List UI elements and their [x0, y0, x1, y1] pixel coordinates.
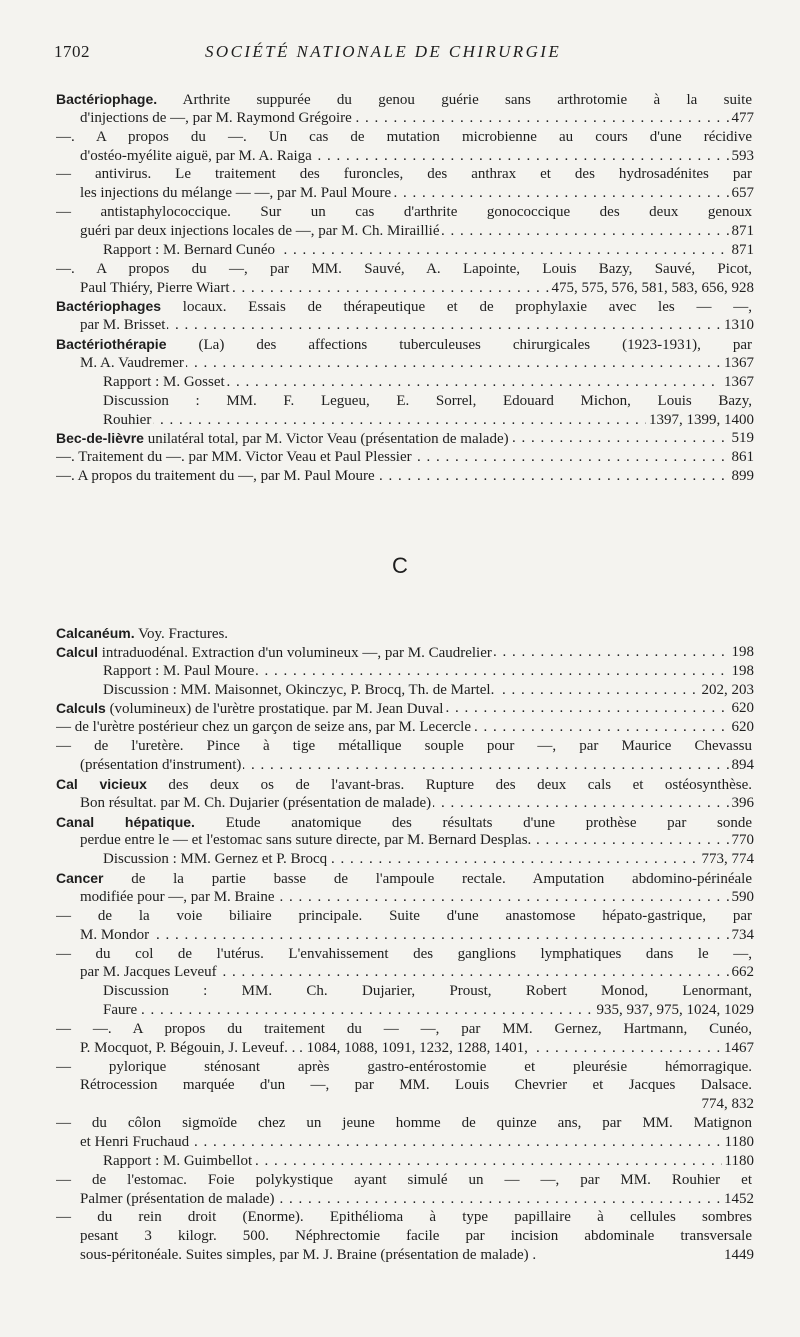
index-line — [103, 981, 754, 1001]
section-letter: C — [392, 553, 408, 578]
index-line — [80, 146, 754, 166]
index-line-text — [56, 626, 230, 642]
index-line — [103, 372, 754, 392]
index-line — [56, 334, 754, 354]
index-line-text — [103, 393, 754, 409]
index-line — [80, 1189, 754, 1209]
index-heading-word: Bactériophages — [56, 298, 162, 315]
index-line-text — [80, 223, 442, 239]
index-line — [80, 315, 754, 335]
index-entry-text: d'ostéo-myélite aiguë, par M. A. Raiga — [80, 147, 312, 164]
index-line-text — [56, 645, 494, 661]
index-heading-word: Bactériophage. — [56, 91, 158, 107]
index-line-text — [80, 1134, 191, 1150]
index-entry-text: — de l'estomac. Foie polykystique ayant simulé un — —, par MM. Rouhier et — [56, 1171, 752, 1188]
index-page-ref: 1452 — [721, 1189, 754, 1209]
index-line — [80, 1132, 754, 1152]
index-line-text — [80, 110, 354, 126]
index-page-ref: 198 — [729, 642, 755, 662]
index-line — [80, 1094, 754, 1114]
index-line — [103, 1151, 754, 1171]
index-entry-text: les injections du mélange — —, par M. Paul Moure — [80, 185, 392, 202]
index-line-text — [56, 166, 754, 182]
index-page-ref: 734 — [729, 925, 755, 945]
index-page-ref: 1180 — [722, 1132, 754, 1152]
index-page-ref: 935, 937, 975, 1024, 1029 — [594, 1000, 755, 1020]
index-line-text — [56, 946, 754, 962]
index-line — [80, 830, 754, 850]
index-line — [103, 1000, 754, 1020]
index-entry-text: Etude anatomique des résultats d'une prothèse par sonde — [194, 814, 752, 831]
index-page-ref: 590 — [729, 887, 755, 907]
index-page-ref: 198 — [729, 661, 755, 681]
index-entry-text: — du côlon sigmoïde chez un jeune homme de quinze ans, par MM. Matignon — [56, 1115, 752, 1132]
index-line-text — [103, 1002, 139, 1018]
index-line-text — [103, 412, 153, 428]
index-line — [80, 887, 754, 907]
index-line — [56, 127, 754, 147]
index-entry-text: Rapport : M. Guimbellot — [103, 1152, 253, 1169]
index-line — [56, 466, 754, 486]
index-line — [56, 296, 754, 316]
index-entry-text: Discussion : MM. Gernez et P. Brocq — [103, 851, 328, 868]
index-entry-text: — antistaphylococcique. Sur un cas d'arthrite gonococcique des deux genoux — [56, 204, 752, 221]
index-entry-text: Discussion : MM. F. Legueu, E. Sorrel, Edouard Michon, Louis Bazy, — [103, 392, 752, 409]
index-line — [56, 447, 754, 467]
index-heading-word: Cal vicieux — [56, 775, 147, 792]
index-page-ref: 773, 774 — [699, 849, 755, 869]
index-entry-text: — de l'uretère. Pince à tige métallique souple pour —, par Maurice Chevassu — [56, 738, 752, 755]
index-entry-text: Bon résultat. par M. Ch. Dujarier (présentation de malade) — [80, 794, 432, 811]
index-entry-text: guéri par deux injections locales de —, par M. Ch. Miraillié — [80, 223, 440, 239]
index-heading-word: Bec-de-lièvre — [56, 430, 144, 447]
index-page-ref: 1397, 1399, 1400 — [646, 410, 754, 430]
index-entry-text: M. Mondor — [80, 926, 150, 943]
index-line — [80, 793, 754, 813]
index-line-text — [80, 148, 314, 164]
index-page-ref: 202, 203 — [699, 680, 755, 700]
running-title: SOCIÉTÉ NATIONALE DE CHIRURGIE — [205, 42, 562, 61]
index-page-ref: 774, 832 — [699, 1094, 755, 1114]
index-page-ref: 899 — [729, 466, 755, 486]
index-line — [80, 962, 754, 982]
index-line — [56, 164, 754, 184]
index-line-text — [56, 777, 754, 793]
index-entry-text: M. A. Vaudremer — [80, 354, 184, 371]
index-entry-text: —. A propos du —, par MM. Sauvé, A. Lapointe, Louis Bazy, Sauvé, Picot, — [56, 260, 752, 277]
index-line — [56, 202, 754, 222]
index-entry-text: Rouhier — [103, 411, 152, 428]
index-line-text — [103, 1153, 254, 1169]
index-line-text — [56, 701, 445, 717]
index-line-text — [56, 337, 754, 353]
index-line-text — [103, 682, 496, 698]
index-page-ref: 519 — [729, 428, 755, 448]
index-line-text — [56, 204, 754, 220]
index-entry-text: par M. Brisset — [80, 317, 166, 334]
index-line — [56, 906, 754, 926]
index-heading-word: Calcul — [56, 643, 99, 660]
index-line-text — [103, 374, 227, 390]
index-line-text — [80, 1191, 277, 1207]
index-line — [56, 89, 754, 109]
index-line-text — [56, 815, 754, 831]
index-entry-text: — antivirus. Le traitement des furoncles, des anthrax et des hydrosadénites par — [56, 166, 752, 183]
index-page-ref: 662 — [729, 962, 755, 982]
index-entry-text: — du rein droit (Enorme). Epithélioma à type papillaire à cellules sombres — [56, 1209, 752, 1226]
index-page-ref: 477 — [729, 108, 755, 128]
index-page-ref: 593 — [729, 146, 755, 166]
index-entry-text: locaux. Essais de thérapeutique et de prophylaxie avec les — —, — [161, 299, 752, 316]
index-entry-text: Rapport : M. Gosset — [103, 373, 225, 390]
index-line — [56, 259, 754, 279]
index-line-text — [103, 242, 277, 258]
index-line — [80, 221, 754, 241]
index-line-text — [56, 719, 473, 735]
index-line — [56, 944, 754, 964]
index-line-text — [80, 1077, 754, 1093]
index-entry-text: des deux os de l'avant-bras. Rupture des deux cals et ostéosynthèse. — [146, 776, 752, 793]
index-line-text — [80, 757, 243, 773]
index-line — [56, 698, 754, 718]
index-page-ref: 1310 — [721, 315, 754, 335]
index-entry-text: — de la voie biliaire principale. Suite d'une anastomose hépato-gastrique, par — [56, 907, 752, 924]
index-heading-word: Cancer — [56, 870, 104, 887]
index-page-ref: 620 — [729, 698, 755, 718]
index-line — [80, 925, 754, 945]
index-line — [56, 774, 754, 794]
index-page-ref: 1367 — [721, 353, 754, 373]
index-line-text — [80, 889, 277, 905]
index-entry-text: — du col de l'utérus. L'envahissement des ganglions lymphatiques dans le —, — [56, 945, 752, 962]
index-page-ref: 871 — [729, 221, 755, 241]
index-entry-text: d'injections de —, par M. Raymond Grégoire — [80, 109, 352, 126]
index-line — [56, 1057, 754, 1077]
index-entry-text: Rapport : M. Paul Moure — [103, 662, 255, 679]
index-line — [103, 849, 754, 869]
index-line-text — [56, 449, 414, 465]
index-page-ref: 894 — [729, 755, 755, 775]
index-page-ref: 871 — [729, 240, 755, 260]
index-line — [56, 428, 754, 448]
index-line-text — [56, 1059, 754, 1075]
index-line-text — [103, 663, 256, 679]
index-line — [103, 410, 754, 430]
index-entry-text: —. Traitement du —. par MM. Victor Veau et Paul Plessier — [56, 449, 412, 466]
index-line-text — [103, 851, 329, 867]
index-page-ref: 1180 — [722, 1151, 754, 1171]
index-line — [103, 661, 754, 681]
index-entry-text: — de l'urètre postérieur chez un garçon de seize ans, par M. Lecercle — [56, 719, 471, 736]
index-line-text — [80, 795, 433, 811]
index-page-ref: 657 — [729, 183, 755, 203]
index-entry-text: P. Mocquot, P. Bégouin, J. Leveuf. . . 1084, 1088, 1091, 1232, 1288, 1401, — [80, 1039, 528, 1056]
index-entry-text: —. A propos du —. Un cas de mutation microbienne au cours d'une récidive — [56, 128, 752, 145]
index-line — [80, 278, 754, 298]
index-entry-text: (La) des affections tuberculeuses chirurgicales (1923-1931), par — [166, 337, 752, 354]
index-line — [103, 680, 754, 700]
index-line — [56, 868, 754, 888]
index-entry-text: Paul Thiéry, Pierre Wiart — [80, 279, 230, 296]
index-line — [56, 623, 754, 643]
index-entry-text: Palmer (présentation de malade) — [80, 1190, 275, 1207]
index-line — [56, 1113, 754, 1133]
index-line-text — [56, 261, 754, 277]
index-page-ref: 770 — [729, 830, 755, 850]
index-entry-text: modifiée pour —, par M. Braine — [80, 888, 275, 905]
index-line — [56, 642, 754, 662]
index-line — [103, 240, 754, 260]
index-page-ref: 1467 — [721, 1038, 754, 1058]
index-page-ref: 1449 — [721, 1245, 754, 1265]
index-line — [80, 353, 754, 373]
index-entry-text: intraduodénal. Extraction d'un volumineux —, par M. Caudrelier — [98, 644, 492, 661]
index-entry-text: unilatéral total, par M. Victor Veau (présentation de malade) — [143, 431, 509, 448]
index-line-text — [56, 431, 511, 447]
index-line — [80, 1245, 754, 1265]
index-line — [80, 1226, 754, 1246]
index-line — [56, 1207, 754, 1227]
index-line-text — [80, 1247, 538, 1263]
index-entry-text: et Henri Fruchaud — [80, 1134, 190, 1150]
index-line-text — [80, 355, 186, 371]
index-line — [56, 1019, 754, 1039]
index-entry-text: par M. Jacques Leveuf — [80, 964, 217, 981]
index-line-text — [56, 871, 754, 887]
index-line-text — [56, 92, 754, 108]
index-line-text — [80, 927, 151, 943]
index-entry-text: perdue entre le — et l'estomac sans suture directe, par M. Bernard Desplas. — [80, 832, 532, 849]
index-line — [80, 183, 754, 203]
index-line-text — [103, 983, 754, 999]
index-line-text — [56, 299, 754, 315]
index-entry-text: Faure — [103, 1002, 138, 1018]
index-line-text — [80, 1096, 82, 1112]
index-page-ref: 861 — [729, 447, 755, 467]
index-line-text — [56, 908, 754, 924]
index-line — [80, 1038, 754, 1058]
index-line-text — [56, 129, 754, 145]
index-line — [56, 717, 754, 737]
index-line — [80, 108, 754, 128]
index-line — [80, 755, 754, 775]
index-entry-text: — —. A propos du traitement du — —, par MM. Gernez, Hartmann, Cunéo, — [56, 1020, 752, 1037]
index-page-ref: 475, 575, 576, 581, 583, 656, 928 — [549, 278, 755, 298]
index-line — [56, 736, 754, 756]
index-page-ref: 620 — [729, 717, 755, 737]
index-line-text — [56, 1021, 754, 1037]
index-entry-text: Discussion : MM. Ch. Dujarier, Proust, Robert Monod, Lenormant, — [103, 983, 752, 1000]
index-entry-text: — pylorique sténosant après gastro-entérostomie et pleurésie hémorragique. — [56, 1058, 752, 1075]
index-line — [56, 812, 754, 832]
index-entry-text: Arthrite suppurée du genou guérie sans arthrotomie à la suite — [157, 92, 752, 108]
index-line-text — [56, 738, 754, 754]
index-page-ref: 1367 — [721, 372, 754, 392]
index-line-text — [80, 964, 219, 980]
index-heading-word: Calcanéum. — [56, 625, 135, 641]
index-line — [103, 391, 754, 411]
index-entry-text: —. A propos du traitement du —, par M. Paul Moure — [56, 468, 375, 484]
index-line-text — [80, 185, 393, 201]
index-line — [80, 1075, 754, 1095]
index-entry-text: (présentation d'instrument) — [80, 757, 242, 773]
index-line-text — [56, 1115, 754, 1131]
index-entry-text: sous-péritonéale. Suites simples, par M. J. Braine (présentation de malade) . — [80, 1247, 537, 1264]
index-entry-text: Rapport : M. Bernard Cunéo — [103, 241, 276, 258]
index-line-text — [80, 317, 167, 333]
index-entry-text: Discussion : MM. Maisonnet, Okinczyc, P. Brocq, Th. de Martel. — [103, 681, 495, 698]
index-line-text — [56, 1209, 754, 1225]
index-line-text — [56, 468, 377, 484]
page-number: 1702 — [54, 42, 90, 61]
index-page-ref: 396 — [729, 793, 755, 813]
index-heading-word: Calculs — [56, 700, 106, 717]
index-entry-text: de la partie basse de l'ampoule rectale. Amputation abdomino-périnéale — [103, 871, 752, 888]
index-heading-word: Canal hépatique. — [56, 813, 195, 830]
index-heading-word: Bactériothérapie — [56, 336, 167, 353]
index-line-text — [56, 1172, 754, 1188]
index-line-text — [80, 280, 232, 296]
index-entry-text: Rétrocession marquée d'un —, par MM. Louis Chevrier et Jacques Dalsace. — [80, 1077, 752, 1094]
index-entry-text: Voy. Fractures. — [134, 626, 229, 642]
index-entry-text: pesant 3 kilogr. 500. Néphrectomie facile par incision abdominale transversale — [80, 1228, 752, 1245]
index-line — [56, 1170, 754, 1190]
page-header — [0, 42, 800, 66]
index-line-text — [80, 1040, 530, 1056]
index-line-text — [80, 1228, 754, 1244]
index-line-text — [80, 832, 533, 848]
index-entry-text: (volumineux) de l'urètre prostatique. par M. Jean Duval — [105, 701, 444, 718]
